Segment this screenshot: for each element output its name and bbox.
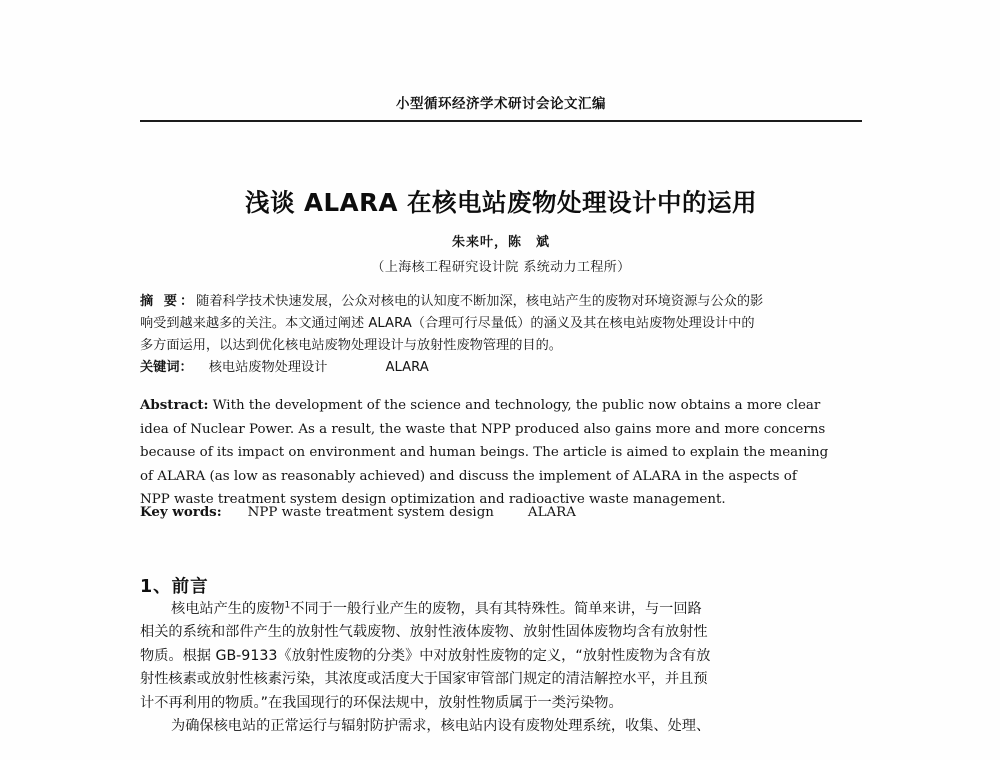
chinese-abstract-line-2: 响受到越来越多的关注。本文通过阐述 ALARA（合理可行尽量低）的涵义及其在核电站废物处理设计中的 <box>140 316 755 331</box>
body-text-6: 为确保核电站的正常运行与辐射防护需求，核电站内设有废物处理系统，收集、处理、 <box>171 718 711 735</box>
author-list: 朱来叶，陈 斌 <box>451 235 550 250</box>
chinese-abstract-text-1: 随着科学技术快速发展，公众对核电的认知度不断加深，核电站产生的废物对环境资源与公众的影 <box>196 294 764 309</box>
english-abstract-line-3: because of its impact on environment and human beings. The article is aimed to explain the meaning <box>140 445 829 460</box>
chinese-keywords <box>140 357 870 379</box>
body-line-5: 计不再利用的物质。”在我国现行的环保法规中，放射性物质属于一类污染物。 <box>140 694 623 711</box>
body-paragraphs <box>140 598 874 738</box>
english-abstract-line-4: of ALARA (as low as reasonably achieved) and discuss the implement of ALARA in the aspects of <box>140 468 797 484</box>
body-line-6 <box>140 715 874 738</box>
chinese-keyword-2: ALARA <box>385 360 429 375</box>
page-title: 浅谈 ALARA 在核电站废物处理设计中的运用 <box>245 188 757 218</box>
body-text-1a: 核电站产生的废物 <box>171 601 285 617</box>
author-affiliation: （上海核工程研究设计院 系统动力工程所） <box>371 260 631 275</box>
chinese-abstract-label: 摘 要： <box>140 294 197 309</box>
body-line-4: 射性核素或放射性核素污染，其浓度或活度大于国家审管部门规定的清洁解控水平，并且预 <box>140 671 708 688</box>
body-text-1b: 不同于一般行业产生的废物，具有其特殊性。简单来讲，与一回路 <box>290 601 702 617</box>
chinese-keywords-label: 关键词： <box>140 360 193 375</box>
body-line-1 <box>140 598 874 621</box>
chinese-abstract <box>140 291 870 357</box>
english-keyword-2: ALARA <box>527 505 576 520</box>
english-abstract-line-1 <box>140 394 874 418</box>
english-abstract-text-1: With the development of the science and technology, the public now obtains a more clear <box>212 398 821 413</box>
chinese-abstract-line-1 <box>140 291 870 313</box>
body-line-3: 物质。根据 GB-9133《放射性废物的分类》中对放射性废物的定义，“放射性废物为含有放 <box>140 647 711 664</box>
english-keyword-1: NPP waste treatment system design <box>247 505 494 520</box>
english-abstract-line-5: NPP waste treatment system design optimization and radioactive waste management. <box>140 492 726 507</box>
section-heading-introduction: 1、前言 <box>140 576 209 597</box>
english-keywords <box>140 501 874 525</box>
header-divider-rule <box>140 120 862 122</box>
body-line-2: 相关的系统和部件产生的放射性气载废物、放射性液体废物、放射性固体废物均含有放射性 <box>140 624 708 641</box>
english-abstract-line-2: idea of Nuclear Power. As a result, the waste that NPP produced also gains more and more concerns <box>140 421 826 437</box>
english-abstract <box>140 394 874 512</box>
footnote-marker: 1 <box>284 600 291 611</box>
english-keywords-label: Key words: <box>140 504 222 520</box>
chinese-abstract-line-3: 多方面运用，以达到优化核电站废物处理设计与放射性废物管理的目的。 <box>140 338 562 353</box>
english-abstract-label: Abstract: <box>140 397 209 413</box>
running-header: 小型循环经济学术研讨会论文汇编 <box>396 96 606 112</box>
chinese-keyword-1: 核电站废物处理设计 <box>208 360 328 375</box>
